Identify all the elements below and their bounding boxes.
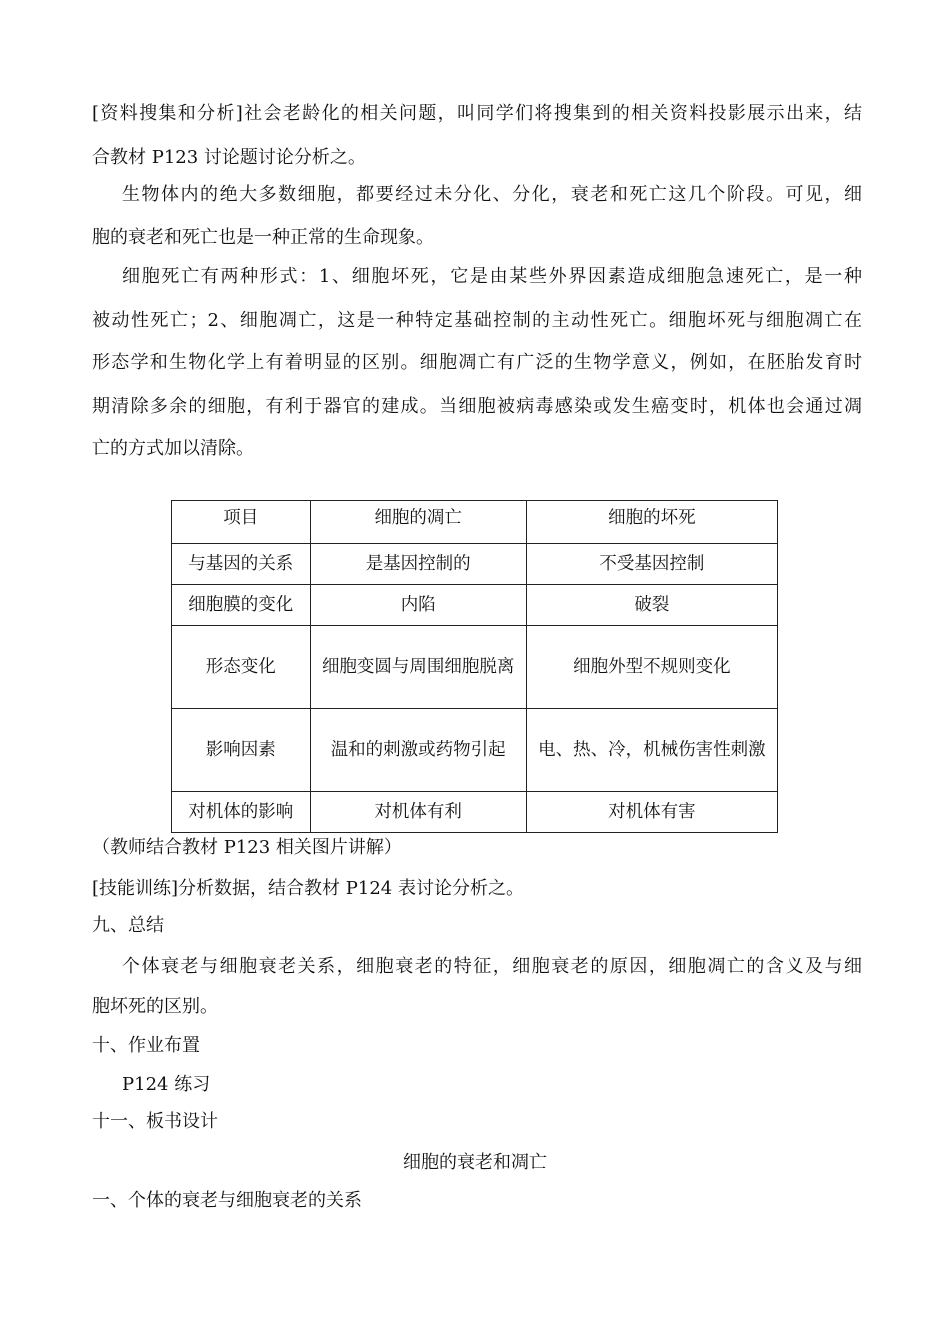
summary-line-1: 个体衰老与细胞衰老关系，细胞衰老的特征，细胞衰老的原因，细胞凋亡的含义及与细 — [122, 956, 862, 977]
table-cell: 细胞膜的变化 — [172, 585, 311, 626]
paragraph-death-line-1: 细胞死亡有两种形式：1、细胞坏死，它是由某些外界因素造成细胞急速死亡，是一种 — [122, 266, 862, 287]
table-header-cell: 项目 — [172, 501, 311, 544]
table-row — [172, 709, 778, 792]
table-cell: 内陷 — [310, 585, 526, 626]
paragraph-stages-line-2: 胞的衰老和死亡也是一种正常的生命现象。 — [92, 227, 434, 248]
table-cell: 对机体有害 — [526, 792, 777, 833]
table-row — [172, 585, 778, 626]
table-cell: 细胞变圆与周围细胞脱离 — [310, 626, 526, 709]
paragraph-death-line-5: 亡的方式加以清除。 — [92, 438, 254, 459]
table-cell: 温和的刺激或药物引起 — [310, 709, 526, 792]
skill-training: [技能训练]分析数据，结合教材 P124 表讨论分析之。 — [92, 878, 524, 899]
paragraph-stages-line-1: 生物体内的绝大多数细胞，都要经过未分化、分化，衰老和死亡这几个阶段。可见，细 — [122, 184, 862, 205]
section-heading-summary: 九、总结 — [92, 915, 164, 936]
homework-item: P124 练习 — [122, 1074, 211, 1095]
table-header-row — [172, 501, 778, 544]
teacher-note: （教师结合教材 P123 相关图片讲解） — [92, 837, 402, 858]
table-header-cell: 细胞的坏死 — [526, 501, 777, 544]
table-header-cell: 细胞的凋亡 — [310, 501, 526, 544]
table-row — [172, 626, 778, 709]
table-row — [172, 544, 778, 585]
summary-line-2: 胞坏死的区别。 — [92, 996, 218, 1017]
table-row — [172, 792, 778, 833]
board-title: 细胞的衰老和凋亡 — [403, 1152, 547, 1173]
paragraph-death-line-4: 期清除多余的细胞，有利于器官的建成。当细胞被病毒感染或发生癌变时，机体也会通过凋 — [92, 396, 862, 417]
paragraph-death-line-2: 被动性死亡；2、细胞凋亡，这是一种特定基础控制的主动性死亡。细胞坏死与细胞凋亡在 — [92, 310, 862, 331]
board-line-1: 一、个体的衰老与细胞衰老的关系 — [92, 1190, 362, 1211]
table-cell: 不受基因控制 — [526, 544, 777, 585]
table-cell: 影响因素 — [172, 709, 311, 792]
comparison-table — [171, 500, 778, 833]
paragraph-resource-line-1: [资料搜集和分析]社会老龄化的相关问题，叫同学们将搜集到的相关资料投影展示出来，结 — [92, 103, 862, 124]
section-heading-homework: 十、作业布置 — [92, 1035, 200, 1056]
table-cell: 与基因的关系 — [172, 544, 311, 585]
table-cell: 破裂 — [526, 585, 777, 626]
table-cell: 形态变化 — [172, 626, 311, 709]
table-cell: 对机体的影响 — [172, 792, 311, 833]
table-cell: 是基因控制的 — [310, 544, 526, 585]
paragraph-resource-line-2: 合教材 P123 讨论题讨论分析之。 — [92, 147, 366, 168]
paragraph-death-line-3: 形态学和生物化学上有着明显的区别。细胞凋亡有广泛的生物学意义，例如，在胚胎发育时 — [92, 352, 862, 373]
table-cell: 电、热、冷，机械伤害性刺激 — [526, 709, 777, 792]
table-cell: 对机体有利 — [310, 792, 526, 833]
table-cell: 细胞外型不规则变化 — [526, 626, 777, 709]
section-heading-board: 十一、板书设计 — [92, 1111, 218, 1132]
